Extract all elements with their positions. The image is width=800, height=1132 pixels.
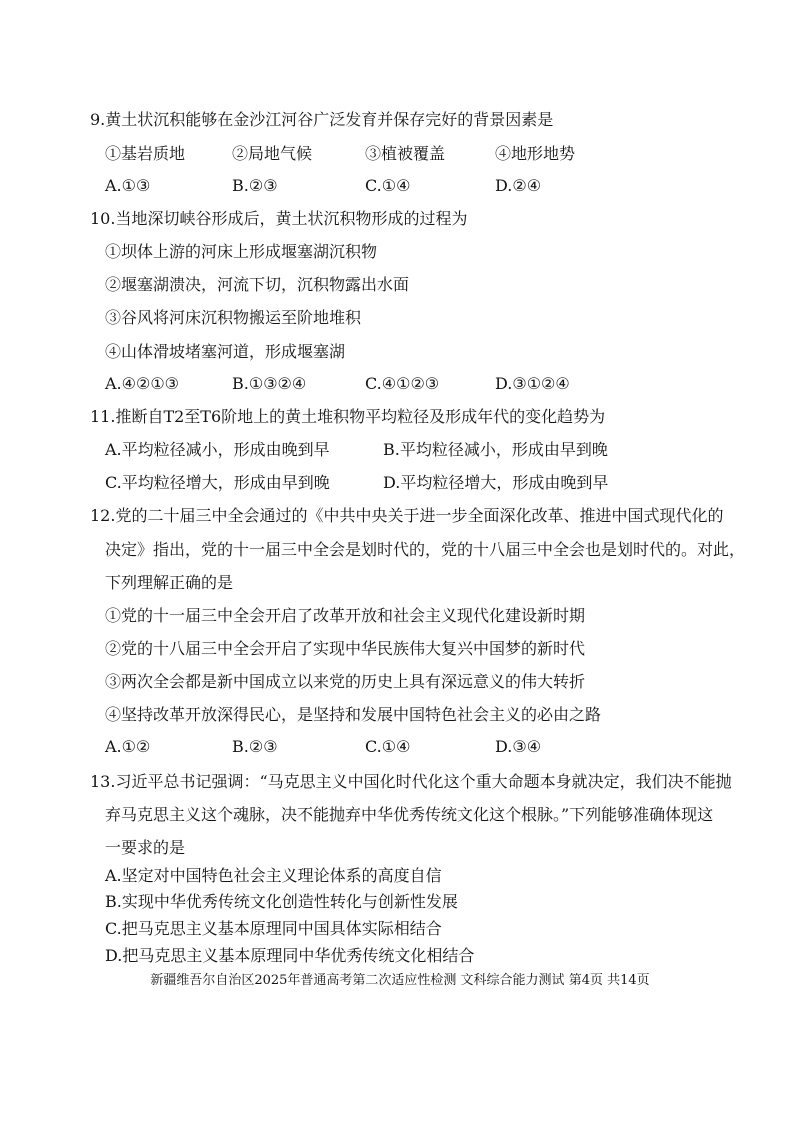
question-11-options-row1: [0, 440, 800, 460]
q9-option-d: D.②④: [495, 176, 542, 195]
question-11-stem: 11.推断自T2至T6阶地上的黄土堆积物平均粒径及形成年代的变化趋势为: [90, 407, 606, 426]
q11-option-b: B.平均粒径减小，形成由早到晚: [383, 440, 608, 459]
q13-option-a: A.坚定对中国特色社会主义理论体系的高度自信: [105, 866, 442, 885]
q10-option-a: A.④②①③: [105, 374, 180, 393]
q13-option-d: D.把马克思主义基本原理同中华优秀传统文化相结合: [105, 946, 475, 965]
question-12-stem-line-1: 12.党的二十届三中全会通过的《中共中央关于进一步全面深化改革、推进中国式现代化的: [90, 506, 724, 525]
page-footer: 新疆维吾尔自治区2025年普通高考第二次适应性检测 文科综合能力测试 第4页 共14页: [150, 973, 650, 988]
q12-option-d: D.③④: [495, 737, 542, 756]
q10-item-1: ①坝体上游的河床上形成堰塞湖沉积物: [105, 242, 378, 261]
q10-option-c: C.④①②③: [365, 374, 440, 393]
q10-item-3: ③谷风将河床沉积物搬运至阶地堆积: [105, 308, 362, 327]
q12-option-c: C.①④: [365, 737, 411, 756]
q13-option-b: B.实现中华优秀传统文化创造性转化与创新性发展: [105, 892, 458, 911]
question-9-stem: 9.黄土状沉积能够在金沙江河谷广泛发育并保存完好的背景因素是: [90, 110, 554, 129]
question-10-options: [0, 374, 800, 394]
q12-option-a: A.①②: [105, 737, 151, 756]
q11-option-a: A.平均粒径减小，形成由晚到早: [105, 440, 330, 459]
q11-option-c: C.平均粒径增大，形成由早到晚: [105, 473, 330, 492]
q9-option-a: A.①③: [105, 176, 151, 195]
question-11-options-row2: [0, 473, 800, 493]
question-13-stem-line-2: 弃马克思主义这个魂脉，决不能抛弃中华优秀传统文化这个根脉。”下列能够准确体现这: [105, 805, 714, 824]
q9-item-4: ④地形地势: [495, 144, 576, 163]
q13-option-c: C.把马克思主义基本原理同中国具体实际相结合: [105, 919, 442, 938]
q12-item-3: ③两次全会都是新中国成立以来党的历史上具有深远意义的伟大转折: [105, 672, 586, 691]
question-13-stem-line-3: 一要求的是: [105, 838, 186, 857]
q10-item-2: ②堰塞湖溃决，河流下切，沉积物露出水面: [105, 275, 410, 294]
question-12-stem-line-3: 下列理解正确的是: [105, 573, 234, 592]
q9-item-3: ③植被覆盖: [365, 144, 446, 163]
question-13-stem-line-1: 13.习近平总书记强调：“马克思主义中国化时代化这个重大命题本身就决定，我们决不能抛: [90, 772, 732, 791]
q12-item-1: ①党的十一届三中全会开启了改革开放和社会主义现代化建设新时期: [105, 606, 586, 625]
q12-option-b: B.②③: [232, 737, 278, 756]
q10-option-b: B.①③②④: [232, 374, 307, 393]
q9-item-2: ②局地气候: [232, 144, 313, 163]
q9-option-b: B.②③: [232, 176, 278, 195]
question-9-items: [0, 144, 800, 164]
question-10-stem: 10.当地深切峡谷形成后，黄土状沉积物形成的过程为: [90, 209, 468, 228]
q12-item-2: ②党的十八届三中全会开启了实现中华民族伟大复兴中国梦的新时代: [105, 639, 586, 658]
question-12-options: [0, 737, 800, 757]
question-9-options: [0, 176, 800, 196]
q10-option-d: D.③①②④: [495, 374, 570, 393]
q10-item-4: ④山体滑坡堵塞河道，形成堰塞湖: [105, 342, 346, 361]
q11-option-d: D.平均粒径增大，形成由晚到早: [383, 473, 609, 492]
question-12-stem-line-2: 决定》指出，党的十一届三中全会是划时代的，党的十八届三中全会也是划时代的。对此，: [105, 540, 746, 559]
q9-item-1: ①基岩质地: [105, 144, 186, 163]
q12-item-4: ④坚持改革开放深得民心，是坚持和发展中国特色社会主义的必由之路: [105, 705, 602, 724]
q9-option-c: C.①④: [365, 176, 411, 195]
